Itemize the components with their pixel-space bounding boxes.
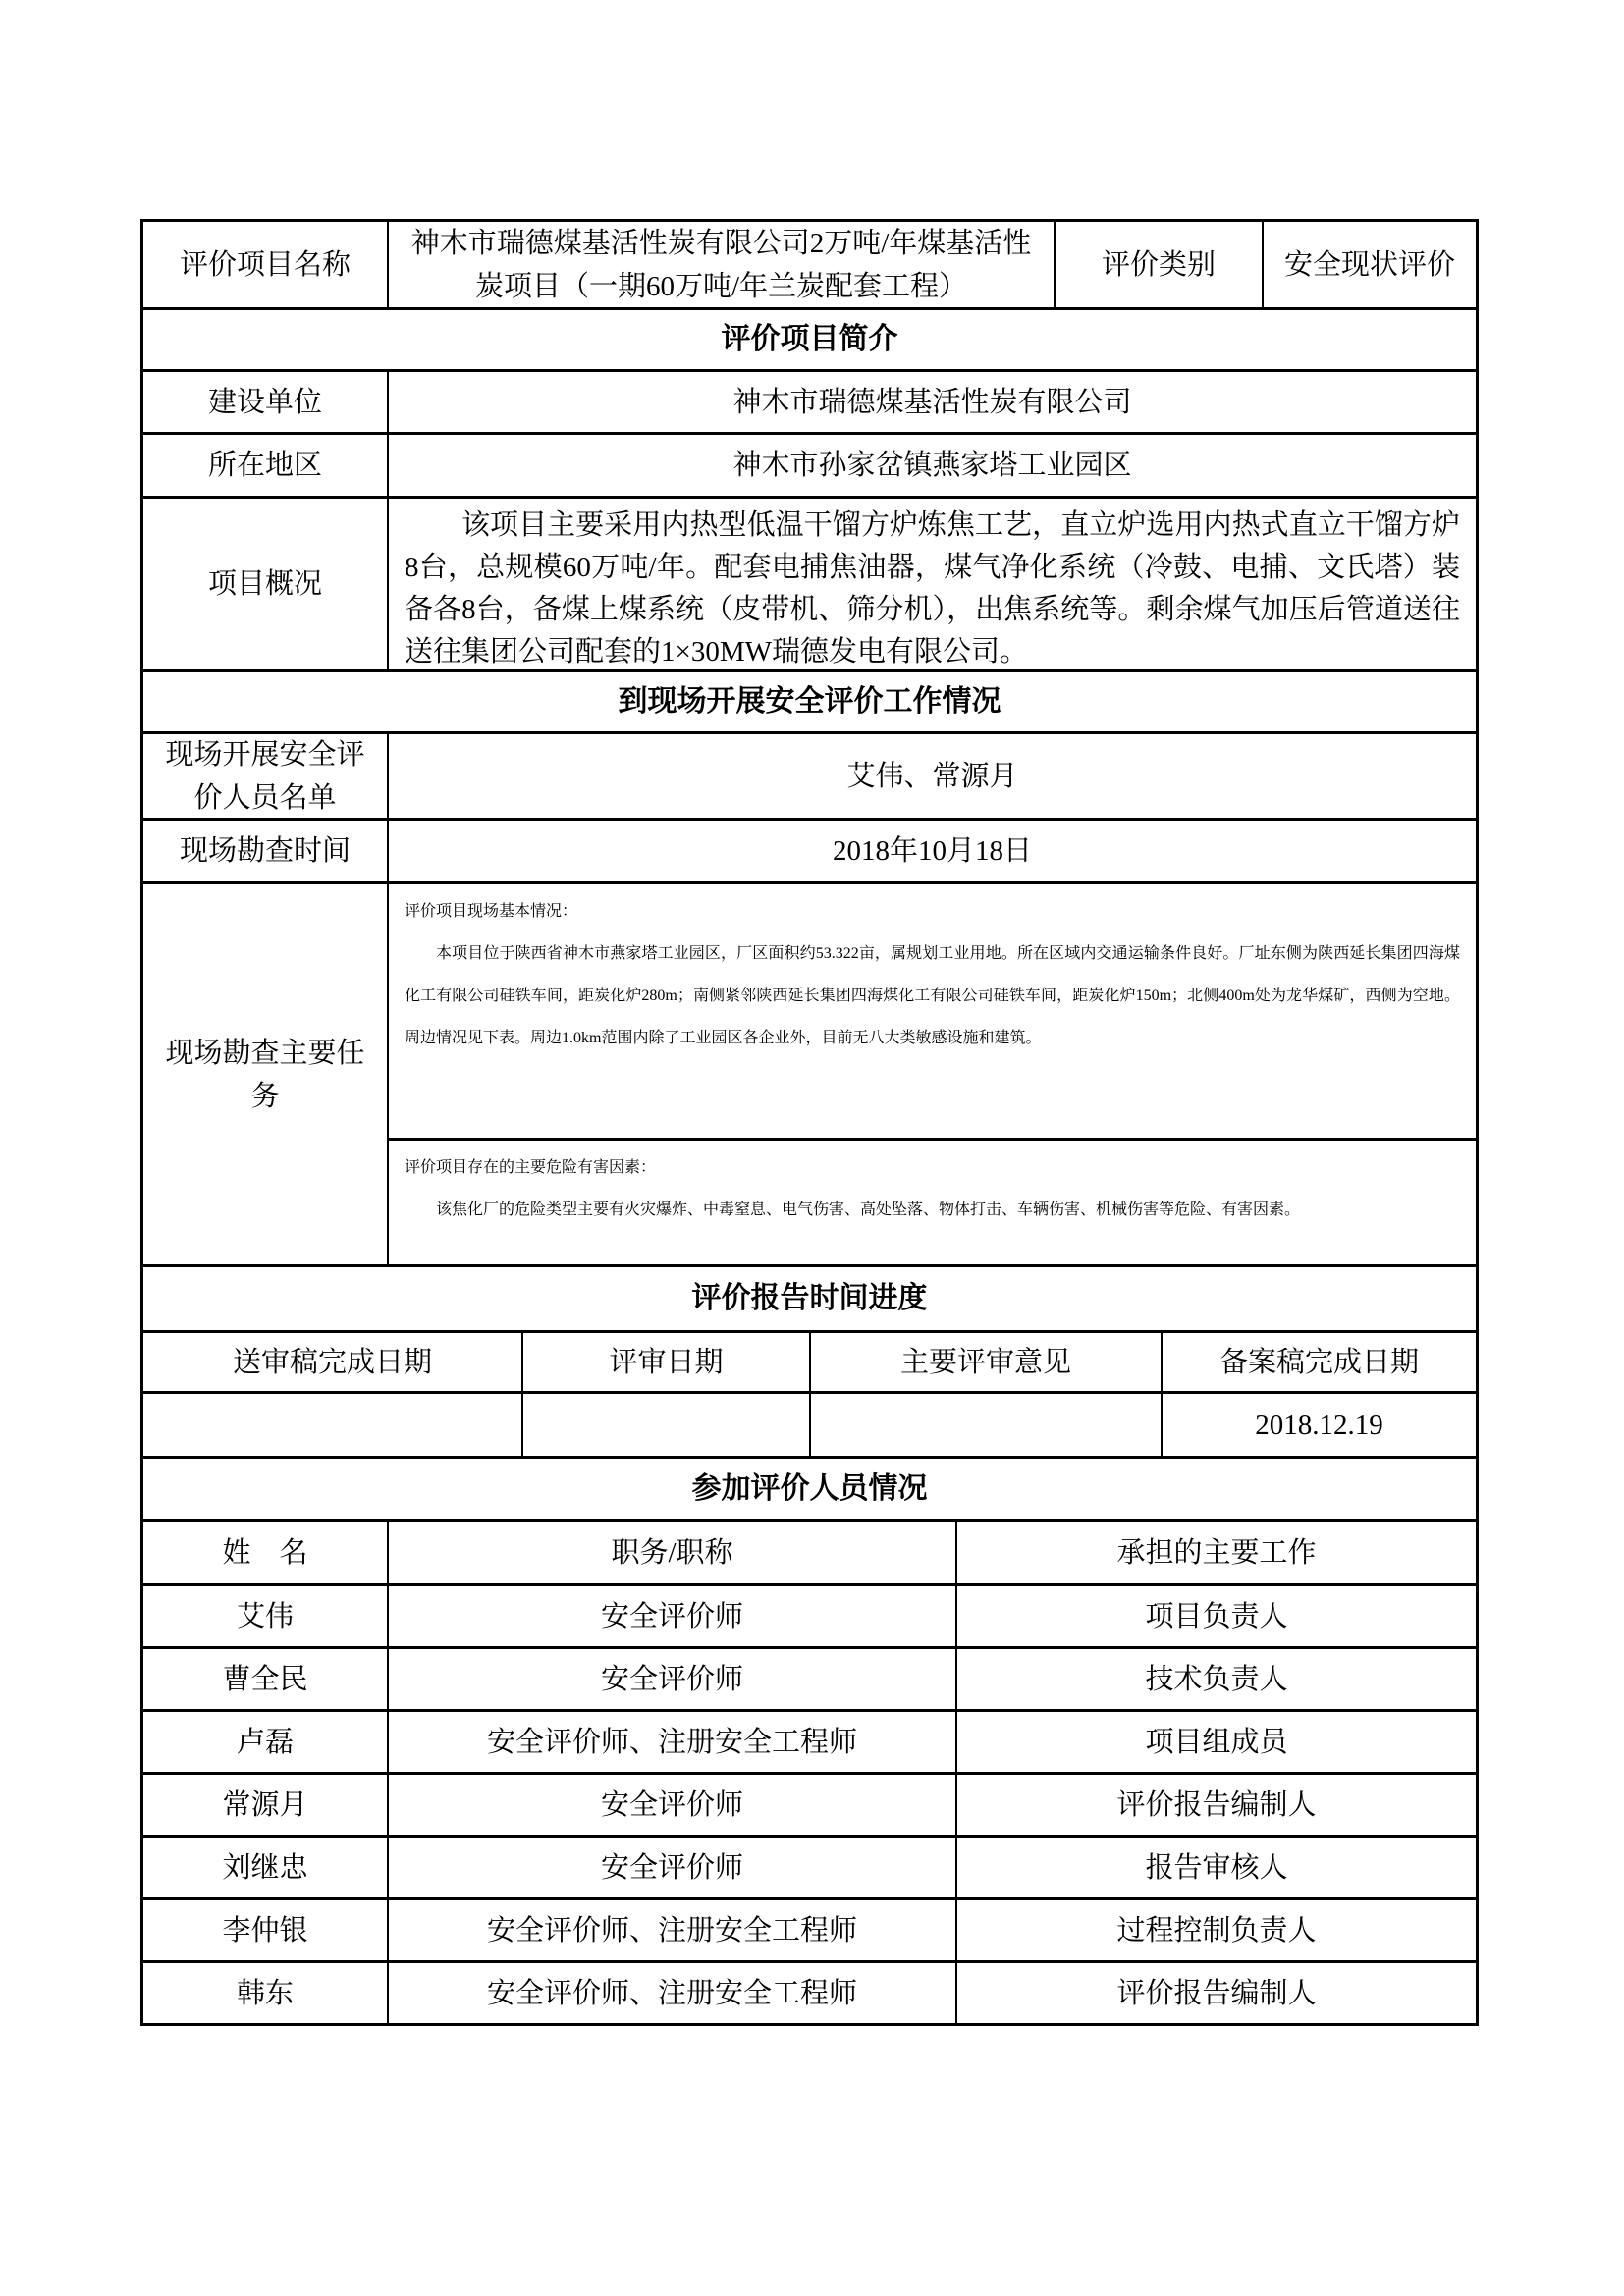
location-label: 所在地区 [207,450,322,481]
staff-row-5 [143,1835,1476,1897]
staff-role: 评价报告编制人 [955,1963,1476,2023]
progress-header-row [143,1330,1476,1391]
project-name-row [143,222,1476,307]
section-intro-header-row [143,307,1476,369]
staff-role: 过程控制负责人 [955,1900,1476,1960]
project-overview-value [387,499,1476,669]
task-basic-body: 本项目位于陕西省神木市燕家塔工业园区，厂区面积约53.322亩，属规划工业用地。所在区域内交通运输条件良好。厂址东侧为陕西延长集团四海煤化工有限公司硅铁车间，距炭化炉280m；南侧紧邻陕西延长集团四海煤化工有限公司硅铁车间，距炭化炉150m；北侧400m处为龙华煤矿，西侧为空地。周边情况见下表。周边1.0km范围内除了工业园区各企业外，目前无八大类敏感设施和建筑。 [405,945,1460,1046]
progress-col-draft-date: 送审稿完成日期 [232,1346,432,1378]
staff-name: 卢磊 [236,1726,294,1758]
staff-title: 安全评价师 [387,1775,955,1835]
section-progress-title: 评价报告时间进度 [691,1282,928,1314]
task-hazard-cell [389,1138,1476,1264]
survey-date-value: 2018年10月18日 [387,821,1476,881]
staff-title: 安全评价师 [387,1586,955,1646]
task-basic-cell [389,884,1476,1138]
section-site-title: 到现场开展安全评价工作情况 [618,685,1001,718]
staff-name: 李仲银 [222,1914,308,1947]
staff-role: 项目组成员 [955,1712,1476,1772]
survey-task-row [143,881,1476,1264]
site-staff-label: 现场开展安全评价人员名单 [165,738,365,814]
progress-value-row [143,1391,1476,1456]
progress-final-date-value: 2018.12.19 [1161,1394,1476,1456]
staff-name: 韩东 [236,1977,294,2009]
progress-review-opinion-value [809,1394,1161,1456]
staff-role: 评价报告编制人 [955,1775,1476,1835]
builder-row [143,369,1476,432]
survey-date-row [143,818,1476,881]
staff-row-1 [143,1583,1476,1646]
evaluation-category-label: 评价类别 [1054,222,1262,307]
staff-row-3 [143,1709,1476,1772]
project-overview-label: 项目概况 [207,568,322,600]
staff-col-name: 姓 名 [222,1536,308,1569]
evaluation-form-table [140,219,1479,2026]
staff-role: 报告审核人 [955,1838,1476,1897]
project-overview-text: 该项目主要采用内热型低温干馏方炉炼焦工艺，直立炉选用内热式直立干馏方炉8台，总规模60万吨/年。配套电捕焦油器，煤气净化系统（冷鼓、电捕、文氏塔）装备各8台，备煤上煤系统（皮带机、筛分机），出焦系统等。剩余煤气加压后管道送往送往集团公司配套的1×30MW瑞德发电有限公司。 [405,509,1460,667]
staff-role: 项目负责人 [955,1586,1476,1646]
staff-role: 技术负责人 [955,1649,1476,1709]
evaluation-category-value: 安全现状评价 [1262,222,1476,307]
staff-name: 刘继忠 [222,1851,308,1884]
progress-col-review-date: 评审日期 [521,1333,809,1391]
staff-header-row [143,1519,1476,1583]
progress-col-review-opinion: 主要评审意见 [809,1333,1161,1391]
task-hazard-title: 评价项目存在的主要危险有害因素： [405,1159,657,1176]
builder-label: 建设单位 [207,386,322,418]
section-staff-title: 参加评价人员情况 [691,1471,928,1505]
progress-col-final-date: 备案稿完成日期 [1161,1333,1476,1391]
project-name-value: 神木市瑞德煤基活性炭有限公司2万吨/年煤基活性炭项目（一期60万吨/年兰炭配套工程） [387,222,1054,307]
staff-row-7 [143,1960,1476,2023]
progress-draft-date-value [143,1394,521,1456]
location-value: 神木市孙家岔镇燕家塔工业园区 [387,435,1476,496]
section-progress-header-row [143,1264,1476,1330]
staff-title: 安全评价师、注册安全工程师 [387,1900,955,1960]
project-name-label: 评价项目名称 [179,248,351,281]
survey-date-label: 现场勘查时间 [179,835,351,867]
staff-col-title: 职务/职称 [387,1522,955,1583]
site-staff-row [143,731,1476,818]
staff-name: 艾伟 [236,1600,294,1632]
staff-title: 安全评价师、注册安全工程师 [387,1712,955,1772]
survey-task-label: 现场勘查主要任务 [165,1037,365,1112]
staff-name: 曹全民 [222,1663,308,1695]
staff-row-6 [143,1897,1476,1960]
site-staff-value: 艾伟、常源月 [387,734,1476,818]
project-overview-row [143,496,1476,669]
staff-title: 安全评价师 [387,1838,955,1897]
builder-value: 神木市瑞德煤基活性炭有限公司 [387,372,1476,432]
staff-name: 常源月 [222,1789,308,1821]
staff-row-2 [143,1646,1476,1709]
staff-col-role: 承担的主要工作 [955,1522,1476,1583]
progress-review-date-value [521,1394,809,1456]
section-staff-header-row [143,1456,1476,1519]
task-basic-title: 评价项目现场基本情况： [405,903,578,920]
staff-title: 安全评价师、注册安全工程师 [387,1963,955,2023]
task-hazard-body: 该焦化厂的危险类型主要有火灾爆炸、中毒窒息、电气伤害、高处坠落、物体打击、车辆伤害、机械伤害等危险、有害因素。 [436,1201,1301,1218]
survey-task-content [387,884,1476,1264]
section-intro-title: 评价项目简介 [721,323,898,355]
staff-row-4 [143,1772,1476,1835]
section-site-header-row [143,669,1476,731]
staff-title: 安全评价师 [387,1649,955,1709]
location-row [143,432,1476,496]
